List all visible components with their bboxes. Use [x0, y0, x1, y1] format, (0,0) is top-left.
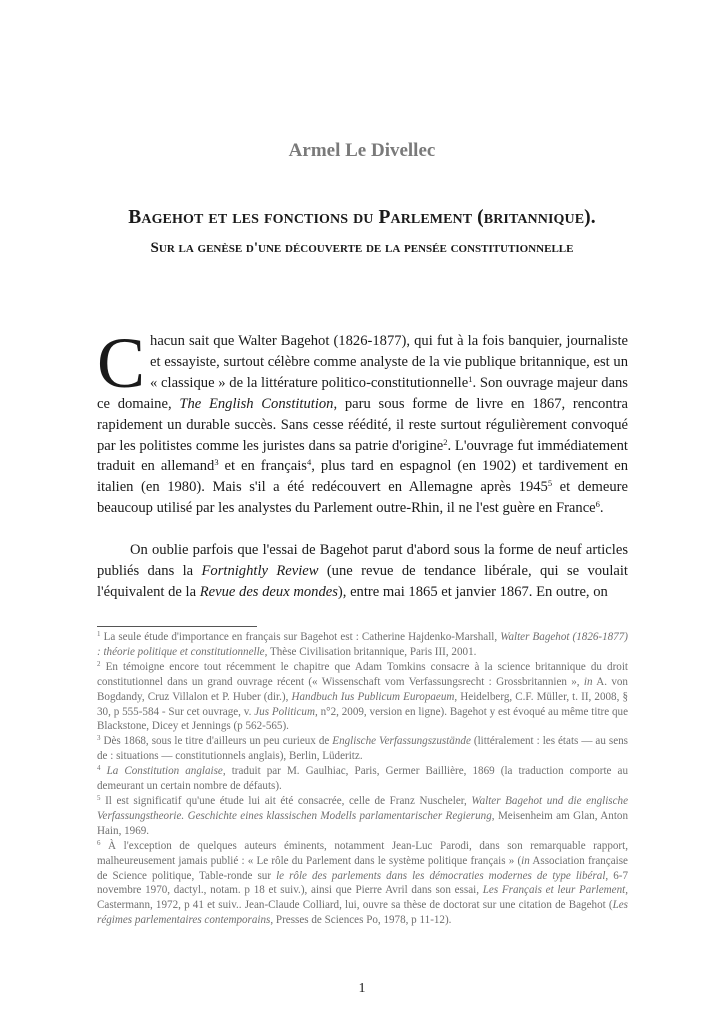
main-text [97, 323, 629, 603]
text-span: La seule étude d'importance en français sur Bagehot est : Catherine Hajdenko-Marshall, [100, 631, 501, 643]
text-italic: La Constitution anglaise [106, 765, 223, 778]
footnote-number: 5 [97, 793, 101, 802]
text-italic: Walter Bagehot und die englische Verfassungstheorie. Geschichte eines klassischen Modells parlamentarischer Regierung [97, 794, 628, 822]
text-span: hacun sait que Walter Bagehot (1826-1877), qui fut à la fois banquier, journaliste et essayiste, surtout célèbre comme analyste de la vie publique britannique, est un « classique » de la littérature politico-constitutionnelle [150, 333, 628, 391]
footnote-separator [97, 626, 257, 627]
text-italic: Walter Bagehot (1826-1877) : théorie politique et constitutionnelle [97, 631, 629, 658]
text-italic: Les régimes parlementaires contemporains [97, 899, 628, 927]
footnote-number: 2 [97, 659, 101, 668]
text-italic: in [521, 854, 530, 867]
text-span: , 6-7 novembre 1970, dactyl., notam. p 18 et suiv.), ainsi que Pierre Avril dans son essai, [97, 869, 628, 897]
text-span: (littéralement : les états — au sens de : situations — constitutionnels anglais), Berlin, Lüderitz. [97, 735, 628, 763]
text-italic: le rôle des parlements dans les démocraties modernes de type libéral [276, 869, 606, 882]
footnote-ref-5[interactable]: 5 [547, 478, 553, 489]
footnote-ref-3[interactable]: 3 [214, 457, 219, 468]
text-span: Dès 1868, sous le titre d'ailleurs un peu curieux de [100, 735, 333, 748]
footnote-3 [97, 734, 628, 764]
journal-title: Revue des deux mondes [199, 583, 338, 600]
text-span: A. von Bogdandy, Cruz Villalon et P. Huber (dir.), [97, 675, 628, 703]
text-span: , Heidelberg, C.F. Müller, t. II, 2008, § 30, p 555-584 - Sur cet ouvrage, v. [97, 690, 628, 718]
footnote-ref-4[interactable]: 4 [306, 457, 312, 468]
footnote-ref-6[interactable]: 6 [595, 499, 600, 510]
journal-title: Fortnightly Review [201, 563, 319, 580]
footnote-2 [97, 660, 628, 735]
book-title: The English Constitution [179, 395, 334, 412]
text-span: et demeure beaucoup utilisé par les analystes du Parlement outre-Rhin, il ne l'est guère en France [97, 479, 628, 517]
paragraph-1 [97, 323, 629, 519]
drop-cap: C [97, 323, 146, 403]
text-span: Association française de Science politique, Table-ronde sur [97, 854, 628, 882]
text-span: , Castermann, 1972, p 41 et suiv.. Jean-Claude Colliard, lui, ouvre sa thèse de doctorat sur une citation de Bagehot ( [97, 884, 629, 912]
footnote-number: 4 [97, 764, 101, 773]
text-span: , traduit par M. Gaulhiac, Paris, Germer Baillière, 1869 (la traduction comporte au demeurant un certain nombre de défauts). [97, 765, 628, 793]
text-span: En témoigne encore tout récemment le chapitre que Adam Tomkins consacre à la science britannique du droit constitutionnel dans un grand ouvrage récent (« Wissenschaft vom Verfassungsrecht : Grossbritannien », [97, 660, 628, 688]
footnote-ref-1[interactable]: 1 [468, 373, 473, 384]
footnote-number: 1 [97, 630, 101, 638]
text-span: . L'ouvrage fut immédiatement traduit en allemand [97, 437, 628, 475]
footnote-6 [97, 839, 628, 928]
footnote-4 [97, 764, 628, 794]
footnote-ref-2[interactable]: 2 [443, 436, 448, 447]
text-italic: Jus Politicum [254, 705, 315, 718]
page-number: 1 [358, 981, 366, 996]
text-italic: in [583, 675, 593, 688]
text-span: , Thèse Civilisation britannique, Paris III, 2001. [264, 645, 477, 658]
text-span: . Son ouvrage majeur dans ce domaine, [97, 374, 628, 412]
footnote-number: 6 [97, 838, 101, 847]
footnotes [97, 630, 628, 928]
text-span: (une revue de tendance libérale, qui se voulait l'équivalent de la [97, 563, 628, 600]
footnote-5 [97, 794, 628, 839]
text-italic: Englische Verfassungszustände [332, 735, 471, 748]
text-span: , n°2, 2009, version en ligne). Bagehot y est évoqué au même titre que Blackstone, Dicey et Jennings (p 562-565). [97, 705, 628, 733]
text-span: ), entre mai 1865 et janvier 1867. En outre, on [337, 583, 608, 600]
text-span: Il est significatif qu'une étude lui ait été consacrée, celle de Franz Nuscheler, [100, 794, 472, 807]
paragraph-2 [97, 540, 628, 603]
text-span: . [599, 500, 604, 517]
author-name: Armel Le Divellec [288, 140, 436, 161]
text-span: À l'exception de quelques auteurs éminents, notamment Jean-Luc Parodi, dans son remarquable rapport, malheureusement jamais publié : « Le rôle du Parlement dans le système politique français » ( [97, 839, 628, 867]
document-title: Bagehot et les fonctions du Parlement (britannique). [128, 207, 596, 228]
text-italic: Handbuch Ius Publicum Europaeum [291, 690, 455, 703]
text-span: , Meisenheim am Glan, Anton Hain, 1969. [97, 809, 628, 837]
footnote-1 [97, 630, 628, 660]
text-span: , plus tard en espagnol (en 1902) et tardivement en italien (en 1980). Mais s'il a été redécouvert en Allemagne après 1945 [97, 458, 629, 496]
document-subtitle: Sur la genèse d'une découverte de la pensée constitutionnelle [150, 240, 574, 256]
text-span: On oublie parfois que l'essai de Bagehot parut d'abord sous la forme de neuf articles publiés dans la [97, 542, 628, 580]
text-span: , paru sous forme de livre en 1867, rencontra rapidement un durable succès. Sans cesse réédité, il reste surtout régulièrement convoqué par les politistes comme les juristes dans sa patrie d'origine [97, 395, 629, 454]
text-italic: Les Français et leur Parlement [482, 884, 626, 897]
text-span: , Presses de Sciences Po, 1978, p 11-12). [270, 914, 452, 927]
text-span: et en français [218, 458, 307, 475]
footnote-number: 3 [97, 734, 101, 743]
